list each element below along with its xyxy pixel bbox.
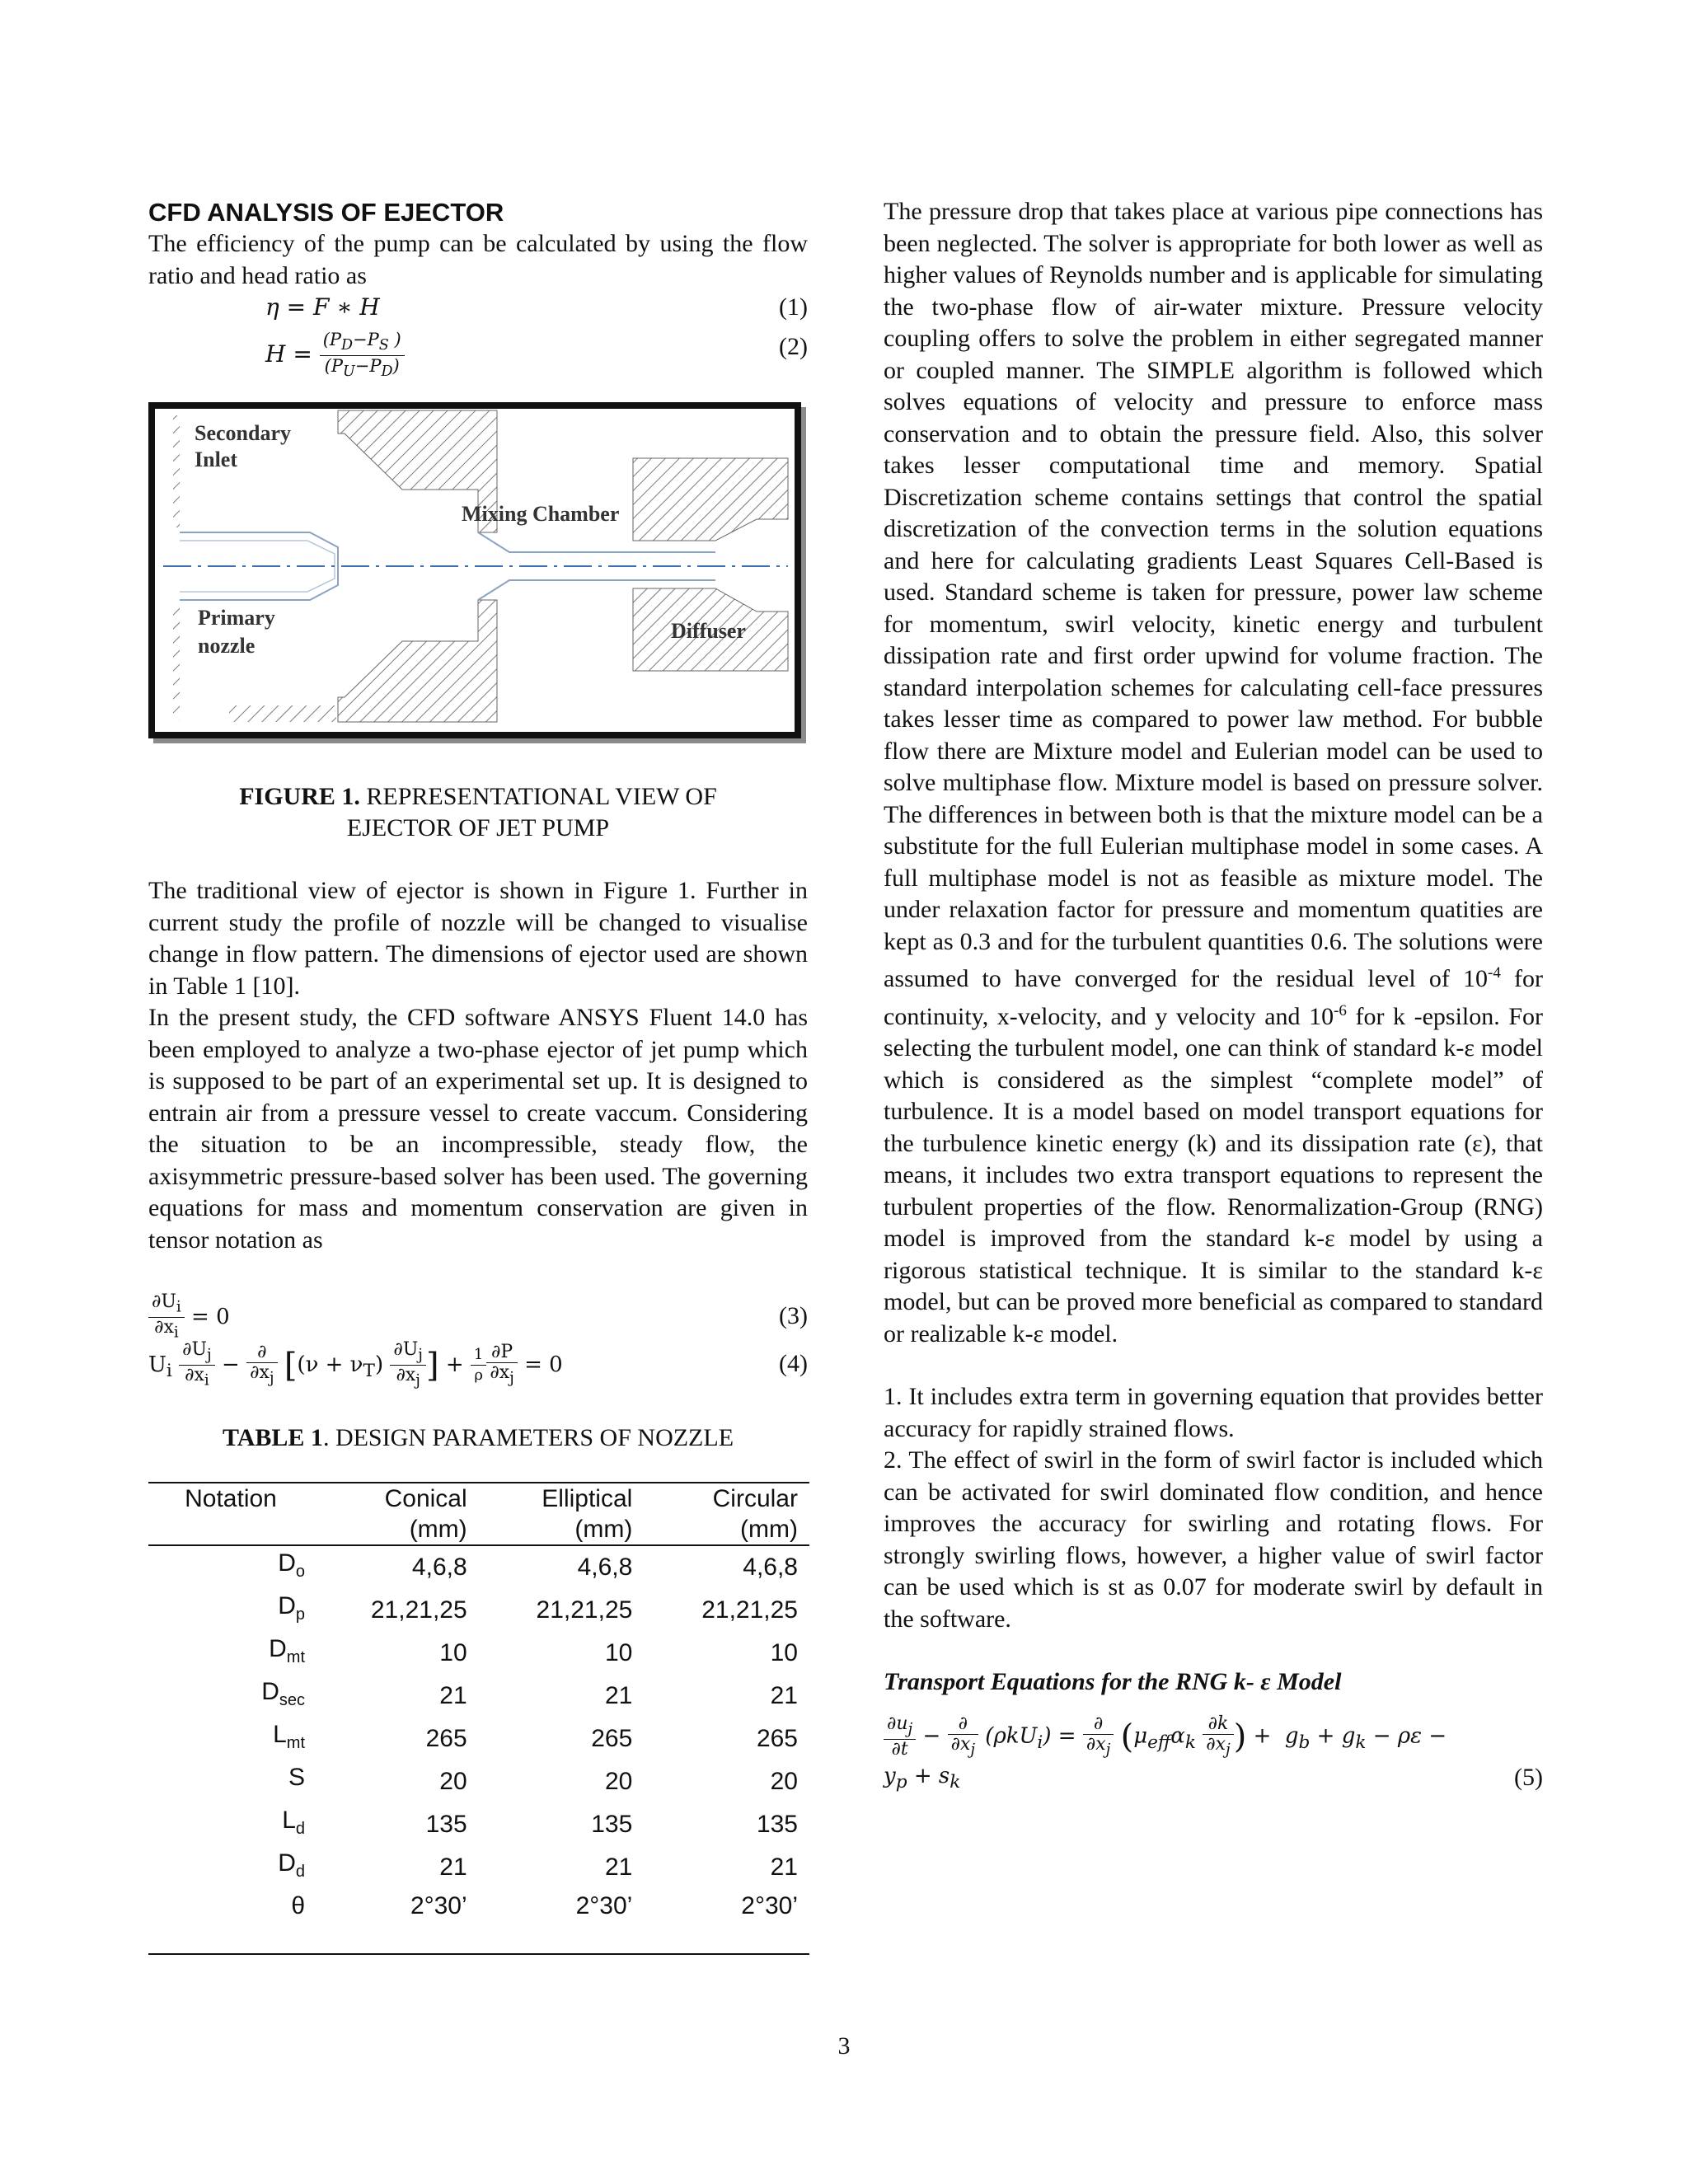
label-diffuser: Diffuser [671, 619, 746, 643]
equation-4: $U_i$ $\frac{\partial U_j}{\partial x_i}$ − $\frac{\partial}{\partial x_j}$ [$(\nu + \nu_T)$ $\frac{\partial U_j}{\partial x_j}$ ] + $\frac{1}{\rho}$ $\frac{\partial P}{\partial x_j}$ = 0 (4) [148, 1339, 808, 1390]
table-row: S 20 20 20 [288, 1764, 798, 1795]
equation-1 [148, 293, 808, 326]
subheading-transport-equations: Transport Equations for the RNG k- ε Model [884, 1668, 1342, 1695]
table-row: $D_{mt}$ 10 10 10 [269, 1635, 798, 1666]
table-row: $D_p$ 21,21,25 21,21,25 21,21,25 [278, 1592, 798, 1624]
equation-4-number: (4) [779, 1350, 808, 1377]
page-number: 3 [837, 2032, 851, 2060]
equation-2 [148, 326, 808, 381]
left-column [148, 196, 808, 1955]
intro-paragraph: The efficiency of the pump can be calculated by using the flow ratio and head ratio as [148, 230, 808, 289]
equation-2-numerator: ($P_D-P_S$ ) [320, 330, 405, 356]
section-heading: CFD ANALYSIS OF EJECTOR [148, 198, 504, 227]
label-primary-nozzle-2: nozzle [198, 634, 256, 658]
table-caption: TABLE 1. DESIGN PARAMETERS OF NOZZLE [222, 1424, 734, 1451]
table-row: θ 2°30’ 2°30’ 2°30’ [148, 1889, 809, 1954]
equation-2-fraction [320, 330, 405, 382]
paragraph-traditional-view: The traditional view of ejector is shown in Figure 1. Further in current study the profile of nozzle will be changed to visualise change in flow pattern. The dimensions of ejector used are shown in Table 1 [10]. [148, 877, 808, 1000]
design-parameters-table [148, 1482, 809, 1955]
equation-1-body: η = F ∗ H [265, 293, 380, 321]
equation-5-number: (5) [1514, 1764, 1543, 1791]
equation-5: $\frac{\partial u_j}{\partial t}$ − $\frac{\partial}{\partial x_j}$ (ρkU$_i$) = $\frac{\partial}{\partial x_j}$ ($\mu_{eff}\alpha_k$ $\frac{\partial k}{\partial x_j}$ ) + $g_b + g_k - \rho\varepsilon$ − $y_p + s_k$ (5) [884, 1713, 1543, 1793]
header-circular: Circular (mm) [644, 1483, 809, 1545]
label-primary-nozzle: Primary [198, 606, 275, 630]
table-row: $D_{sec}$ 21 21 21 [261, 1678, 798, 1709]
right-column [884, 196, 1543, 1797]
table-header-row [148, 1483, 809, 1545]
list-item: 2. The effect of swirl in the form of swirl factor is included which can be activated for swirl dominated flow condition, and hence improves the accuracy for swirling and rotating flows. For strongly swirling flows, however, a higher value of swirl factor can be used which is st as 0.07 for moderate swirl by default in the software. [884, 1446, 1543, 1633]
header-notation: Notation [148, 1483, 313, 1545]
header-elliptical: Elliptical (mm) [479, 1483, 645, 1545]
ejector-diagram [155, 409, 795, 732]
table-row: $L_{mt}$ 265 265 265 [273, 1721, 798, 1752]
equation-2-denominator: $(P_U-P_D)$ [324, 356, 400, 381]
ejector-figure [148, 402, 801, 738]
equation-3: $\frac{\partial U_i}{\partial x_i}$ = 0 (3) [148, 1292, 808, 1340]
equation-3-number: (3) [779, 1302, 808, 1329]
figure-caption: FIGURE 1. REPRESENTATIONAL VIEW OF EJECTOR OF JET PUMP [239, 783, 717, 841]
header-conical: Conical (mm) [313, 1483, 479, 1545]
paragraph-solver: The pressure drop that takes place at various pipe connections has been neglected. The solver is appropriate for both lower as well as higher values of Reynolds number and is applicable for simulating the two-phase flow of air-water mixture. Pressure velocity coupling offers to solve the problem in either segregated manner or coupled manner. The SIMPLE algorithm is followed which solves equations of velocity and pressure to enforce mass conservation and to obtain the pressure field. Also, this solver takes lesser computational time and memory. Spatial Discretization scheme contains settings that control the spatial discretization of the convection terms in the solution equations and here for calculating gradients Least Squares Cell-Based is used. Standard scheme is taken for pressure, power law scheme for momentum, swirl velocity, kinetic energy and turbulent dissipation rate and first order upwind for volume fraction. The standard interpolation schemes for calculating cell-face pressures takes lesser time as compared to power law method. For bubble flow there are Mixture model and Eulerian model can be used to solve multiphase flow. Mixture model is based on pressure solver. The differences in between both is that the mixture model can be a substitute for the full Eulerian multiphase model in some cases. A full multiphase model is not as feasible as mixture model. The under relaxation factor for pressure and momentum quatities are kept as 0.3 and for the turbulent quantities 0.6. The solutions were assumed to have converged for the residual level of $10^{-4}$ for continuity, x-velocity, and y velocity and $10^{-6}$ for k -epsilon. For selecting the turbulent model, one can think of standard k-ε model which is considered as the simplest “complete model” of turbulence. It is a model based on model transport equations for the turbulence kinetic energy (k) and its dissipation rate (ε), that means, it includes two extra transport equations to represent the turbulent properties of the flow. Renormalization-Group (RNG) model is improved from the standard k-ε model by using a rigorous statistical technique. It is similar to the standard k-ε model, but can be proved more beneficial as compared to standard or realizable k-ε model. [884, 198, 1543, 1347]
table-row: $D_d$ 21 21 21 [278, 1849, 798, 1881]
paragraph-present-study: In the present study, the CFD software ANSYS Fluent 14.0 has been employed to analyze a two-phase ejector of jet pump which is supposed to be part of an experimental set up. It is designed to entrain air from a pressure vessel to create vaccum. Considering the situation to be an incompressible, steady flow, the axisymmetric pressure-based solver has been used. The governing equations for mass and momentum conservation are given in tensor notation as [148, 1004, 808, 1254]
equation-2-number: (2) [779, 333, 808, 360]
equation-2-lhs: H = [265, 340, 312, 368]
label-secondary-inlet: Secondary [195, 421, 291, 445]
label-mixing-chamber: Mixing Chamber [462, 502, 620, 526]
table-row: $D_o$ 4,6,8 4,6,8 4,6,8 [278, 1549, 798, 1581]
table-row: $L_d$ 135 135 135 [282, 1807, 798, 1838]
list-item: 1. It includes extra term in governing equation that provides better accuracy for rapidly strained flows. [884, 1383, 1543, 1442]
equation-1-number: (1) [779, 293, 808, 321]
advantages-list [884, 1381, 1543, 1635]
label-secondary-inlet-2: Inlet [195, 448, 237, 471]
